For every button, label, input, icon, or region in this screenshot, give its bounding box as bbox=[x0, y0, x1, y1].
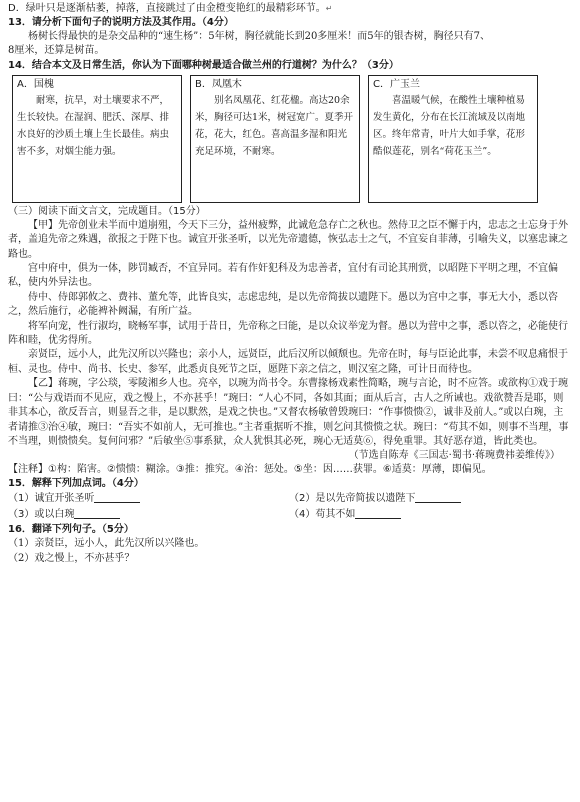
question-13-quote-line2: 8厘米，还算是树苗。 bbox=[8, 45, 105, 57]
tree-box-title: B．凤凰木 bbox=[195, 78, 242, 90]
answer-blank[interactable] bbox=[94, 492, 140, 503]
q15-item: （3）或以白琬 bbox=[8, 509, 75, 521]
tree-box-content: 耐寒，抗旱，对土壤要求不严，生长较快。在湿润、肥沃、深厚、排水良好的沙质土壤上生长最佳。病虫害不多，对烟尘能力强。 bbox=[17, 94, 170, 157]
tree-box-a bbox=[12, 75, 182, 203]
option-d: D．绿叶只是逐渐枯萎，掉落，直接跳过了由金橙变艳红的最精彩环节。↵ bbox=[8, 3, 333, 14]
tree-box-title: A．国槐 bbox=[17, 78, 54, 90]
tree-box-b bbox=[190, 75, 360, 203]
answer-blank[interactable] bbox=[74, 508, 120, 519]
tree-box-title: C．广玉兰 bbox=[373, 78, 420, 90]
passage-jia-p4: 将军向宠，性行淑均，晓畅军事，试用于昔日，先帝称之曰能，是以众议举宠为督。愚以为营中之事，悉以咨之，必能使行阵和睦，优劣得所。 bbox=[8, 320, 568, 347]
passage-jia-p3: 侍中、侍郎郭攸之、费祎、董允等，此皆良实，志虑忠纯，是以先帝简拔以遗陛下。愚以为宫中之事，事无大小，悉以咨之，然后施行，必能裨补阙漏，有所广益。 bbox=[8, 291, 558, 318]
question-14: 14．结合本文及日常生活，你认为下面哪种树最适合做兰州的行道树？为什么？（3分） bbox=[8, 59, 399, 71]
answer-blank[interactable] bbox=[355, 508, 401, 519]
question-13: 13．请分析下面句子的说明方法及其作用。（4分） bbox=[8, 17, 234, 28]
passage-yi: 【乙】蒋琬，字公琰，零陵湘乡人也。亮卒，以琬为尚书令。东曹掾杨戏素性简略，琬与言论，时不应答。或欲构①戏于琬曰：“公与戏语而不见应，戏之慢上，不亦甚乎！”琬曰：“人心不同，各如其面；面从后言，古人之所诫也。戏欲赞吾是耶，则非其本心，欲反吾言，则显吾之非，是以默然，是戏之快也。”又督农杨敏曾毁琬曰：“作事愦愦②，诚非及前人。”或以白琬，主者请推③治④敏，琬曰：“吾实不如前人，无可推也。”主者重据听不推，则乞问其愦愦之状。琬曰：“苟其不如，则事不当理，事不当理，则愦愦矣。复何问邪？”后敏坐⑤事系狱，众人犹惧其必死，琬心无适莫⑥，得免重罪。其好恶存道，皆此类也。 bbox=[8, 378, 569, 447]
tree-box-content: 喜温暖气候，在酸性土壤种植易发生黄化，分布在长江流域及以南地区。终年常青，叶片大如手掌，花形酷似莲花，别名“荷花玉兰”。 bbox=[373, 94, 526, 157]
passage-jia-p5: 亲贤臣，远小人，此先汉所以兴隆也；亲小人，远贤臣，此后汉所以倾颓也。先帝在时，每与臣论此事，未尝不叹息痛恨于桓、灵也。侍中、尚书、长史、参军，此悉贞良死节之臣，愿陛下亲之信之，则汉室之隆，可计日而待也。 bbox=[8, 349, 568, 375]
q15-item: （1）诚宜开张圣听 bbox=[8, 493, 95, 505]
q16-item-1: （1）亲贤臣，远小人，此先汉所以兴隆也。 bbox=[8, 538, 205, 550]
passage-jia-p2: 宫中府中，俱为一体，陟罚臧否，不宜异同。若有作奸犯科及为忠善者，宜付有司论其刑赏，以昭陛下平明之理，不宜偏私，使内外异法也。 bbox=[8, 263, 558, 289]
question-15-row1 bbox=[8, 491, 570, 507]
tree-option-boxes bbox=[12, 75, 570, 203]
question-15: 15．解释下列加点词。（4分） bbox=[8, 478, 144, 490]
question-16: 16．翻译下列句子。（5分） bbox=[8, 524, 134, 536]
q16-item-2: （2）戏之慢上，不亦甚乎？ bbox=[8, 552, 135, 564]
tree-box-c bbox=[368, 75, 538, 203]
notes: 【注释】①构：陷害。②愦愦：糊涂。③推：推究。④治：惩处。⑤坐：因……获罪。⑥适莫：厚薄，即偏见。 bbox=[8, 464, 492, 476]
q15-item: （4）苟其不如 bbox=[289, 509, 356, 521]
section-3-heading: （三）阅读下面文言文，完成题目。（15分） bbox=[8, 205, 206, 217]
question-13-quote-line1: 杨树长得最快的是杂交品种的“速生杨”：5年树，胸径就能长到20多厘米！而5年的银杏树，胸径只有7、 bbox=[28, 31, 491, 42]
answer-blank[interactable] bbox=[415, 492, 461, 503]
tree-box-content: 别名凤凰花、红花楹。高达20余米，胸径可达1米，树冠宽广。夏季开花，花大，红色。喜高温多湿和阳光充足环境，不耐寒。 bbox=[195, 94, 354, 157]
passage-source: （节选自陈寿《三国志·蜀书·蒋琬费祎姜维传》） bbox=[348, 450, 560, 462]
question-15-row2 bbox=[8, 507, 570, 523]
q15-item: （2）是以先帝简拔以遗陛下 bbox=[289, 493, 416, 505]
passage-jia-p1: 【甲】先帝创业未半而中道崩殂，今天下三分，益州疲弊，此诚危急存亡之秋也。然侍卫之臣不懈于内，忠志之士忘身于外者，盖追先帝之殊遇，欲报之于陛下也。诚宜开张圣听，以光先帝遗德，恢弘志士之气，不宜妄自菲薄，引喻失义，以塞忠谏之路也。 bbox=[8, 219, 568, 260]
